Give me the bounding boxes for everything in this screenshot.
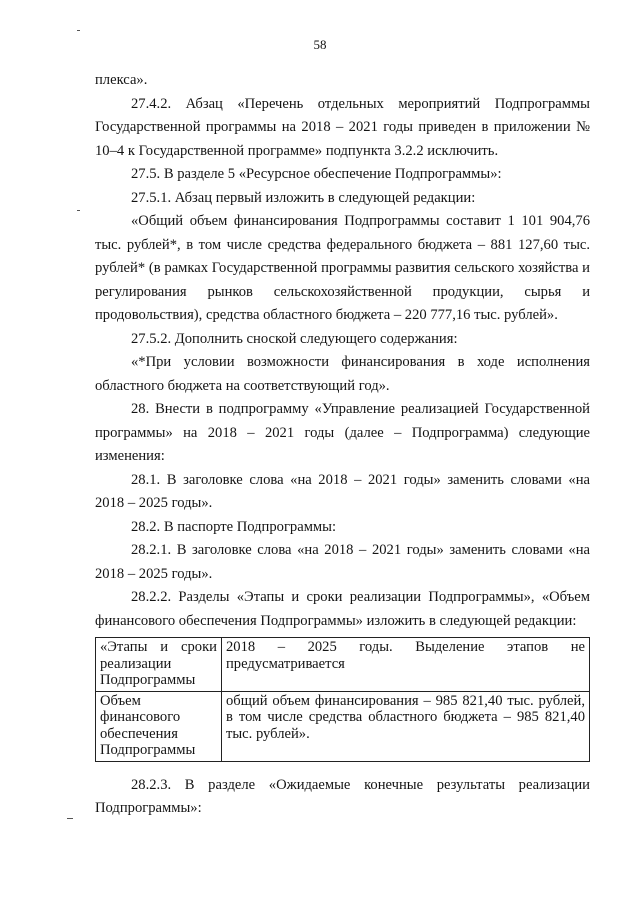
table-row [96,691,590,761]
table-row [96,638,590,692]
paragraph: 28.2.3. В разделе «Ожидаемые конечные результаты реализации Подпрограммы»: [95,776,590,816]
paragraph: 28.1. В заголовке слова «на 2018 – 2021 годы» заменить словами «на 2018 – 2025 годы». [95,471,590,511]
paragraph: 27.4.2. Абзац «Перечень отдельных мероприятий Подпрограммы Государственной программы на 2018 – 2021 годы приведен в приложении № 10–4 к Государственной программе» подпункта 3.2.2 исключить. [95,95,590,159]
table-cell-label: Объем финансового обеспечения Подпрограммы [96,691,222,761]
table-cell-label: «Этапы и сроки реализации Подпрограммы [96,638,222,692]
paragraph: 28.2.2. Разделы «Этапы и сроки реализации Подпрограммы», «Объем финансового обеспечения Подпрограммы» изложить в следующей редакции: [95,589,590,629]
table-cell-value: общий объем финансирования – 985 821,40 тыс. рублей, в том числе средства областного бюджета – 985 821,40 тыс. рублей». [222,691,590,761]
table-cell-value: 2018 – 2025 годы. Выделение этапов не предусматривается [222,638,590,692]
paragraph: 27.5.1. Абзац первый изложить в следующей редакции: [131,189,476,206]
paragraph: 28. Внести в подпрограмму «Управление реализацией Государственной программы» на 2018 – 2021 годы (далее – Подпрограмма) следующие изменения: [95,401,590,464]
paragraph: 28.2. В паспорте Подпрограммы: [131,518,337,535]
scan-mark [67,818,73,819]
paragraph: 27.5. В разделе 5 «Ресурсное обеспечение Подпрограммы»: [131,166,502,182]
scan-mark [77,210,80,211]
paragraph: «*При условии возможности финансирования в ходе исполнения областного бюджета на соответствующий год». [95,354,590,394]
page-number: 58 [313,37,327,52]
passport-table [95,637,590,762]
paragraph: плекса». [95,72,148,88]
paragraph: «Общий объем финансирования Подпрограммы составит 1 101 904,76 тыс. рублей*, в том числе средства федерального бюджета – 881 127,60 тыс. рублей* (в рамках Государственной программы развития сельского хозяйства и регулирования рынков сельскохозяйственной продукции, сырья и продовольствия), средства областного бюджета – 220 777,16 тыс. рублей». [95,213,590,323]
paragraph: 27.5.2. Дополнить сноской следующего содержания: [131,330,458,347]
paragraph: 28.2.1. В заголовке слова «на 2018 – 2021 годы» заменить словами «на 2018 – 2025 годы». [95,542,590,582]
document-body [95,69,590,821]
scan-mark [77,30,80,31]
